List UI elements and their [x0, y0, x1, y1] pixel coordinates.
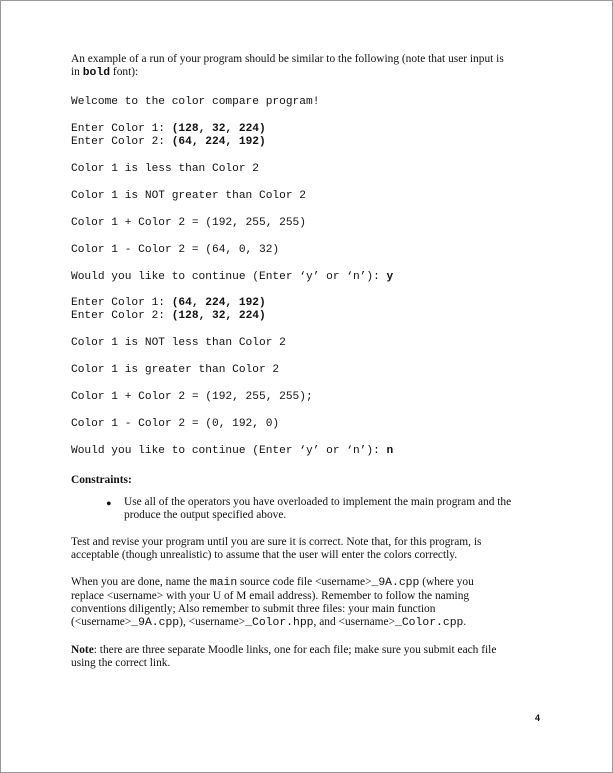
done-text: <username>	[188, 616, 246, 628]
user-input: (128, 32, 224)	[171, 123, 266, 135]
filename-code: _Color.cpp	[395, 617, 464, 629]
run-not-greater: Color 1 is NOT greater than Color 2	[71, 190, 306, 202]
run-diff-2: Color 1 - Color 2 = (0, 192, 0)	[71, 418, 280, 430]
intro-line-1: An example of a run of your program should be similar to the following (note that user input is	[71, 53, 504, 65]
constraints-heading-text: Constraints:	[71, 474, 132, 486]
user-input: (64, 224, 192)	[171, 297, 266, 309]
user-input: (64, 224, 192)	[171, 136, 266, 148]
constraints-bullet	[71, 496, 541, 522]
run-enter-color2	[71, 136, 541, 149]
document-body	[71, 53, 541, 670]
bullet-line-2: produce the output specified above.	[124, 509, 287, 521]
user-input: n	[386, 445, 394, 457]
user-input: (128, 32, 224)	[171, 310, 266, 322]
done-text: ),	[179, 616, 189, 628]
prompt-text: Would you like to continue (Enter ‘y’ or ‘n’):	[71, 271, 387, 283]
prompt-text: Enter Color 1:	[71, 297, 172, 309]
note-line-1: : there are three separate Moodle links, one for each file; make sure you submit each file	[93, 644, 497, 656]
intro-bold-word: bold	[82, 67, 111, 79]
filename-code: _9A.cpp	[371, 577, 420, 589]
run-enter-color1	[71, 123, 541, 136]
test-paragraph	[71, 536, 541, 562]
page-number: 4	[535, 713, 541, 723]
prompt-text: Enter Color 2:	[71, 310, 172, 322]
filename-code: _Color.hpp	[245, 617, 314, 629]
done-text: <username>	[338, 616, 396, 628]
note-paragraph	[71, 644, 541, 670]
run-welcome: Welcome to the color compare program!	[71, 96, 320, 108]
prompt-text: Enter Color 1:	[71, 123, 172, 135]
intro-line-2a: in	[71, 66, 83, 78]
user-input: y	[386, 271, 394, 283]
bullet-text	[124, 496, 541, 522]
run-sum-1: Color 1 + Color 2 = (192, 255, 255)	[71, 217, 306, 229]
done-text: .	[463, 616, 467, 628]
bullet-icon: •	[106, 496, 112, 513]
test-line-1: Test and revise your program until you are sure it is correct. Note that, for this program, is	[71, 536, 482, 548]
run-not-less: Color 1 is NOT less than Color 2	[71, 337, 286, 349]
prompt-text: Would you like to continue (Enter ‘y’ or ‘n’):	[71, 445, 387, 457]
prompt-text: Enter Color 2:	[71, 136, 172, 148]
done-text: source code file <username>	[237, 576, 372, 588]
done-text: (<username>	[71, 616, 132, 628]
done-text: , and	[313, 616, 339, 628]
done-text: When you are done, name the	[71, 576, 210, 588]
intro-paragraph	[71, 53, 541, 80]
run-diff-1: Color 1 - Color 2 = (64, 0, 32)	[71, 244, 280, 256]
constraints-heading	[71, 474, 541, 487]
filename-code: _9A.cpp	[131, 617, 180, 629]
intro-line-2b: font):	[110, 66, 139, 78]
run-greater: Color 1 is greater than Color 2	[71, 364, 280, 376]
run-continue-1	[71, 271, 541, 284]
run-continue-2	[71, 445, 541, 458]
run-enter-color2-again	[71, 310, 541, 323]
test-line-2: acceptable (though unrealistic) to assume that the user will enter the colors correctly.	[71, 549, 458, 561]
note-line-2: using the correct link.	[71, 657, 171, 669]
note-label: Note	[71, 644, 94, 656]
run-less: Color 1 is less than Color 2	[71, 163, 259, 175]
run-sum-2: Color 1 + Color 2 = (192, 255, 255);	[71, 391, 313, 403]
bullet-line-1: Use all of the operators you have overloaded to implement the main program and the	[124, 496, 512, 508]
done-line-3: conventions diligently; Also remember to submit three files: your main function	[71, 603, 436, 615]
done-text: (where you	[419, 576, 474, 588]
program-run	[71, 96, 541, 458]
run-enter-color1-again	[71, 297, 541, 310]
main-code: main	[209, 577, 238, 589]
done-paragraph	[71, 576, 541, 630]
done-line-2: replace <username> with your U of M email address). Remember to follow the naming	[71, 590, 470, 602]
